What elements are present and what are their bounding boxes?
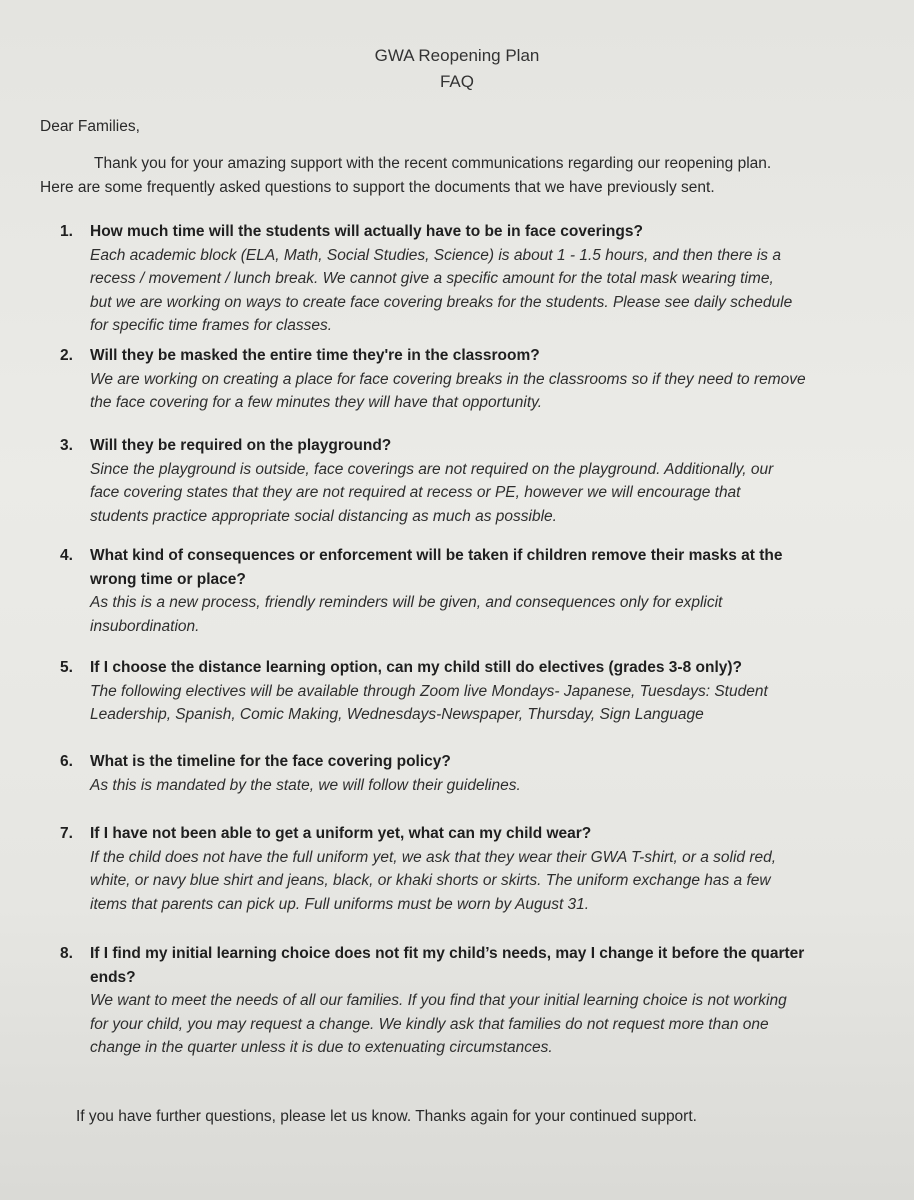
- faq-question: [52, 220, 852, 244]
- faq-question-line: Will they be masked the entire time they're in the classroom?: [90, 347, 540, 364]
- faq-answer-line: Leadership, Spanish, Comic Making, Wednesdays-Newspaper, Thursday, Sign Language: [90, 706, 704, 723]
- faq-number: 3.: [60, 437, 73, 454]
- faq-question-line: If I find my initial learning choice does not fit my child’s needs, may I change it before the quarter: [90, 945, 805, 962]
- faq-answer: [52, 244, 852, 338]
- faq-answer-line: the face covering for a few minutes they will have that opportunity.: [90, 394, 543, 411]
- faq-item-4: [52, 544, 852, 638]
- faq-item-1: [52, 220, 852, 338]
- faq-answer-line: for specific time frames for classes.: [90, 317, 333, 334]
- document-title: GWA Reopening Plan: [374, 46, 540, 65]
- faq-answer-line: We are working on creating a place for face covering breaks in the classrooms so if they need to remove: [90, 370, 806, 388]
- faq-question-line: What kind of consequences or enforcement will be taken if children remove their masks at the: [90, 547, 783, 564]
- faq-answer-line: insubordination.: [90, 617, 200, 635]
- faq-item-8: [52, 942, 852, 1060]
- faq-answer: [52, 989, 852, 1060]
- faq-answer: [52, 458, 852, 529]
- faq-answer-line: change in the quarter unless it is due to extenuating circumstances.: [90, 1039, 553, 1056]
- faq-answer: [52, 680, 852, 727]
- faq-answer-line: As this is a new process, friendly reminders will be given, and consequences only for explicit: [90, 594, 723, 611]
- faq-answer: [52, 846, 852, 917]
- faq-number: 8.: [60, 945, 73, 962]
- faq-answer-line: face covering states that they are not required at recess or PE, however we will encourage that: [90, 484, 741, 501]
- faq-answer-line: As this is mandated by the state, we will follow their guidelines.: [90, 776, 521, 794]
- faq-question-line: Will they be required on the playground?: [90, 437, 392, 454]
- faq-answer-line: We want to meet the needs of all our families. If you find that your initial learning choice is not working: [90, 992, 787, 1009]
- faq-question-line: wrong time or place?: [90, 570, 246, 588]
- closing-line: If you have further questions, please let us know. Thanks again for your continued support.: [76, 1108, 697, 1125]
- document-subtitle: FAQ: [439, 72, 474, 91]
- salutation: Dear Families,: [40, 118, 140, 135]
- faq-question-line: How much time will the students will actually have to be in face coverings?: [90, 223, 643, 240]
- faq-question-line: If I choose the distance learning option, can my child still do electives (grades 3-8 only)?: [90, 659, 743, 676]
- faq-number: 2.: [60, 347, 73, 364]
- faq-number: 7.: [60, 825, 73, 842]
- faq-answer-line: If the child does not have the full uniform yet, we ask that they wear their GWA T-shirt, or a solid red,: [90, 848, 777, 866]
- faq-answer-line: recess / movement / lunch break. We cannot give a specific amount for the total mask wearing time,: [90, 270, 774, 287]
- faq-number: 6.: [60, 753, 73, 770]
- faq-question: [52, 750, 852, 774]
- faq-question: [52, 656, 852, 680]
- faq-number: 4.: [60, 547, 73, 564]
- faq-answer-line: for your child, you may request a change. We kindly ask that families do not request more than one: [90, 1015, 769, 1033]
- faq-item-3: [52, 434, 852, 528]
- faq-question: [52, 344, 852, 368]
- faq-item-6: [52, 750, 852, 797]
- faq-answer-line: but we are working on ways to create face covering breaks for the students. Please see daily schedule: [90, 293, 793, 311]
- faq-answer: [52, 591, 852, 638]
- faq-question-line: ends?: [90, 968, 136, 986]
- faq-answer: [52, 368, 852, 415]
- faq-answer-line: The following electives will be available through Zoom live Mondays- Japanese, Tuesdays: Student: [90, 682, 768, 700]
- faq-answer-line: students practice appropriate social distancing as much as possible.: [90, 507, 557, 525]
- faq-question-line: What is the timeline for the face covering policy?: [90, 753, 451, 770]
- faq-item-5: [52, 656, 852, 727]
- faq-answer-line: white, or navy blue shirt and jeans, black, or khaki shorts or skirts. The uniform exchange has a few: [90, 872, 771, 889]
- faq-item-7: [52, 822, 852, 916]
- faq-question: [52, 822, 852, 846]
- faq-answer-line: Each academic block (ELA, Math, Social Studies, Science) is about 1 - 1.5 hours, and then there is a: [90, 246, 781, 264]
- faq-number: 5.: [60, 659, 73, 676]
- faq-item-2: [52, 344, 852, 415]
- faq-answer: [52, 774, 852, 798]
- faq-answer-line: items that parents can pick up. Full uniforms must be worn by August 31.: [90, 895, 590, 913]
- faq-number: 1.: [60, 223, 73, 240]
- faq-answer-line: Since the playground is outside, face coverings are not required on the playground. Additionally, our: [90, 460, 774, 478]
- faq-question: [52, 544, 852, 591]
- faq-question: [52, 942, 852, 989]
- intro-paragraph: [40, 152, 880, 200]
- faq-question: [52, 434, 852, 458]
- faq-question-line: If I have not been able to get a uniform yet, what can my child wear?: [90, 825, 592, 842]
- intro-line-1: Thank you for your amazing support with the recent communications regarding our reopening plan.: [94, 155, 772, 172]
- intro-line-2: Here are some frequently asked questions to support the documents that we have previously sent.: [40, 179, 715, 196]
